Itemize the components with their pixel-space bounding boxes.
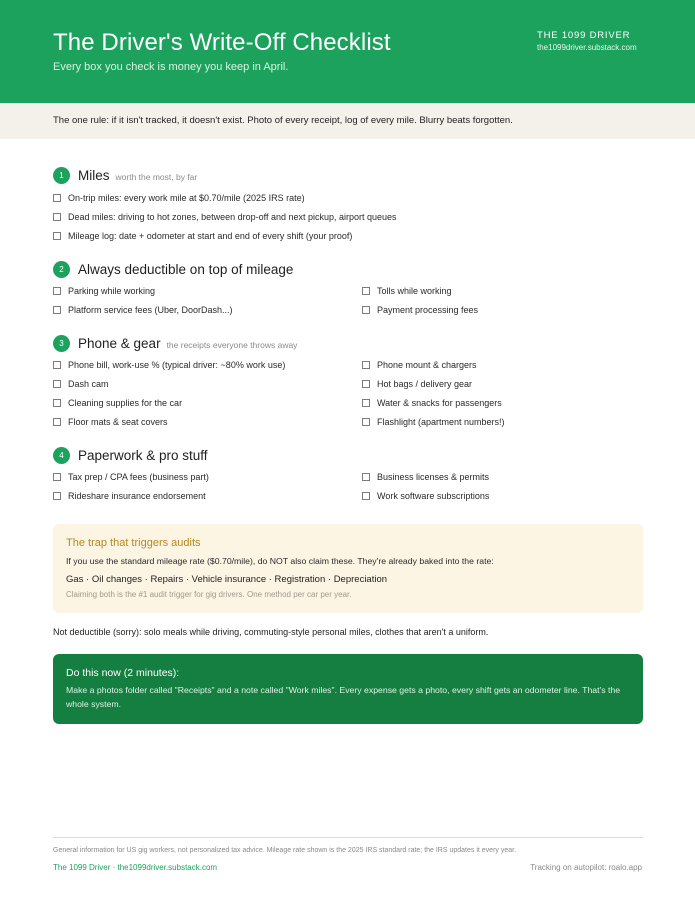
checklist-item-label: On-trip miles: every work mile at $0.70/mile (2025 IRS rate) [68, 193, 305, 203]
checkbox[interactable] [53, 418, 61, 426]
checkbox[interactable] [362, 287, 370, 295]
section-header [53, 261, 643, 281]
section-header [53, 167, 643, 187]
checkbox[interactable] [362, 492, 370, 500]
checkbox[interactable] [362, 361, 370, 369]
section-number-badge: 1 [53, 167, 70, 184]
audit-trap-callout [53, 524, 643, 613]
checklist-item-label: Dead miles: driving to hot zones, between drop-off and next pickup, airport queues [68, 212, 397, 222]
section-number-badge: 2 [53, 261, 70, 278]
brand-name: THE 1099 DRIVER [537, 30, 631, 41]
section-miles [53, 167, 643, 241]
checklist-item-label: Hot bags / delivery gear [377, 379, 473, 389]
checklist-item-label: Phone mount & chargers [377, 360, 477, 370]
section-phone-gear [53, 335, 643, 427]
section-always-deductible [53, 261, 643, 315]
not-deductible-note: Not deductible (sorry): solo meals while driving, commuting-style personal miles, clothes that aren't a uniform. [53, 627, 489, 637]
footer-brand-link[interactable]: The 1099 Driver · the1099driver.substack.com [53, 863, 218, 872]
section-title [78, 167, 197, 186]
footer-disclaimer: General information for US gig workers, not personalized tax advice. Mileage rate shown is the 2025 IRS standard rate; the IRS updates it every year. [53, 847, 517, 854]
header-banner [0, 0, 695, 103]
section-title-text: Paperwork & pro stuff [78, 448, 208, 463]
checkbox[interactable] [362, 380, 370, 388]
section-title-text: Miles [78, 168, 110, 183]
page-title: The Driver's Write-Off Checklist [53, 29, 391, 56]
checklist-item-label: Platform service fees (Uber, DoorDash...) [68, 305, 233, 315]
checklist-item-label: Tolls while working [377, 286, 452, 296]
section-number-badge: 3 [53, 335, 70, 352]
checkbox[interactable] [53, 213, 61, 221]
brand-site-link[interactable]: the1099driver.substack.com [537, 43, 637, 52]
checkbox[interactable] [53, 380, 61, 388]
section-title [78, 335, 297, 354]
checklist-item-label: Dash cam [68, 379, 109, 389]
rule-text: The one rule: if it isn't tracked, it doesn't exist. Photo of every receipt, log of every mile. Blurry beats forgotten. [53, 115, 513, 126]
checklist-item-label: Floor mats & seat covers [68, 417, 168, 427]
audit-trap-list: Gas · Oil changes · Repairs · Vehicle insurance · Registration · Depreciation [66, 574, 388, 585]
checklist-item-label: Flashlight (apartment numbers!) [377, 417, 505, 427]
section-header [53, 335, 643, 355]
checkbox[interactable] [53, 361, 61, 369]
checklist-item-label: Parking while working [68, 286, 156, 296]
checklist-item-label: Tax prep / CPA fees (business part) [68, 472, 209, 482]
checkbox[interactable] [362, 418, 370, 426]
section-title-text: Always deductible on top of mileage [78, 262, 294, 277]
section-title [78, 447, 208, 464]
checkbox[interactable] [53, 306, 61, 314]
checklist-item-label: Business licenses & permits [377, 472, 490, 482]
checkbox[interactable] [362, 473, 370, 481]
page-subtitle: Every box you check is money you keep in April. [53, 61, 289, 73]
checkbox[interactable] [53, 399, 61, 407]
section-note: the receipts everyone throws away [166, 340, 298, 350]
action-description: Make a photos folder called "Receipts" and a note called "Work miles". Every expense gets a photo, every shift gets an odometer line. That's the whole system. [66, 685, 621, 709]
checklist-item-label: Water & snacks for passengers [377, 398, 502, 408]
section-number-badge: 4 [53, 447, 70, 464]
checklist-item-label: Cleaning supplies for the car [68, 398, 183, 408]
checklist-item-label: Work software subscriptions [377, 491, 490, 501]
checkbox[interactable] [53, 287, 61, 295]
section-title-text: Phone & gear [78, 336, 161, 351]
rule-bar [0, 103, 695, 139]
section-header [53, 447, 643, 467]
section-note: worth the most, by far [115, 172, 198, 182]
audit-trap-description: If you use the standard mileage rate ($0.70/mile), do NOT also claim these. They're already baked into the rate: [66, 556, 494, 566]
checklist-item-label: Mileage log: date + odometer at start and end of every shift (your proof) [68, 231, 353, 241]
section-title [78, 261, 293, 278]
section-paperwork [53, 447, 643, 501]
checkbox[interactable] [53, 194, 61, 202]
action-callout [53, 654, 643, 724]
action-title: Do this now (2 minutes): [66, 667, 180, 679]
checklist-item-label: Payment processing fees [377, 305, 479, 315]
checkbox[interactable] [362, 399, 370, 407]
checklist-item-label: Phone bill, work-use % (typical driver: ~80% work use) [68, 360, 286, 370]
audit-trap-title: The trap that triggers audits [66, 537, 201, 549]
audit-trap-note: Claiming both is the #1 audit trigger for gig drivers. One method per car per year. [66, 590, 352, 599]
checkbox[interactable] [53, 473, 61, 481]
checkbox[interactable] [53, 232, 61, 240]
checkbox[interactable] [53, 492, 61, 500]
checkbox[interactable] [362, 306, 370, 314]
footer-promo[interactable]: Tracking on autopilot: roalo.app [530, 863, 642, 872]
footer-divider [53, 837, 643, 838]
checklist-item-label: Rideshare insurance endorsement [68, 491, 206, 501]
